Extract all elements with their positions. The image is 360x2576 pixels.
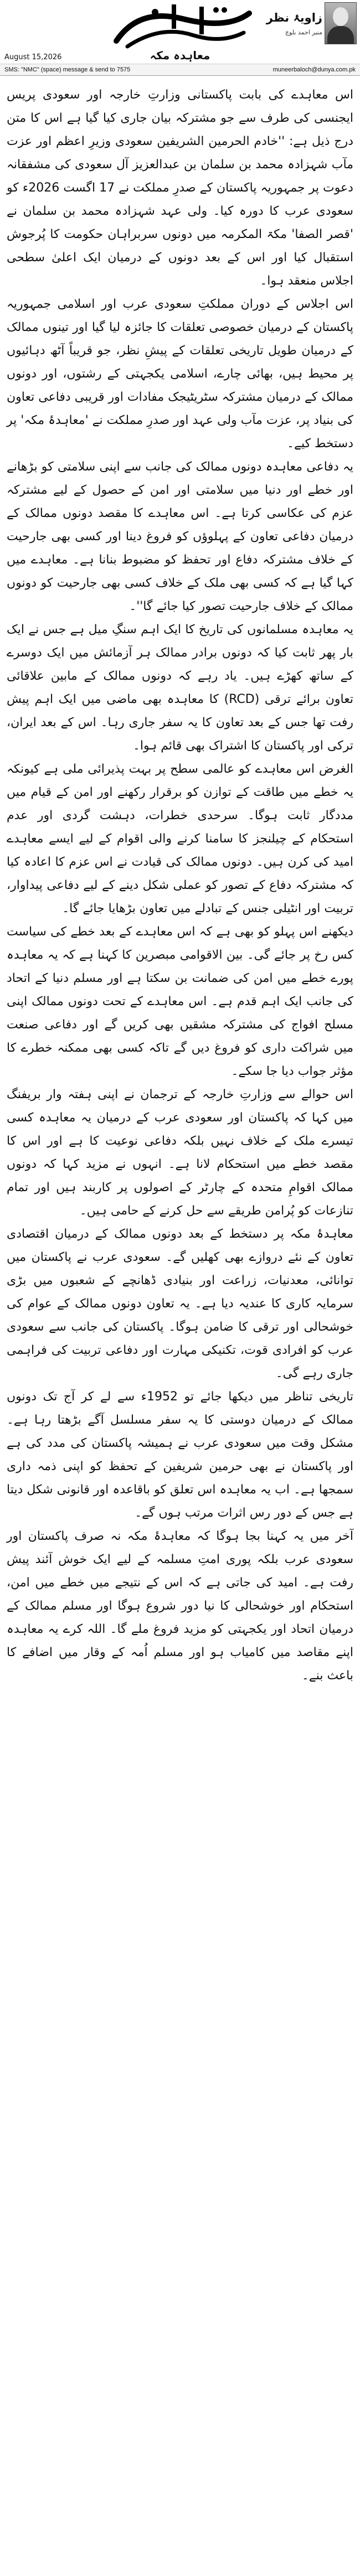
- article-paragraph: اس اجلاس کے دوران مملکتِ سعودی عرب اور اسلامی جمہوریہ پاکستان کے درمیان خصوصی تعلقات کا جائزہ لیا گیا اور تینوں ممالک کے درمیان طویل تاریخی تعلقات کے پیشِ نظر، جو قریباً آٹھ دہائیوں پر محیط ہیں، بھائی چارے، اسلامی یکجہتی کے رشتوں، اور دونوں ممالک کے درمیان مشترکہ سٹریٹیجک مفادات اور قریبی دفاعی تعاون کی بنیاد پر، عزت مآب ولی عہد اور صدرِ مملکت نے 'معاہدۂ مکہ' پر دستخط کیے۔: [7, 297, 353, 451]
- author-name: منیر احمد بلوچ: [285, 29, 322, 36]
- article-paragraph: دیکھنے اس پہلو کو بھی ہے کہ اس معاہدے کے بعد خطے کی سیاست کس رخ پر جائے گی۔ بین الاقوامی مبصرین کا کہنا ہے کہ یہ معاہدہ پورے خطے میں امن کی ضمانت بن سکتا ہے اور مسلم دنیا کے اتحاد کی جانب ایک اہم قدم ہے۔ اس معاہدے کے تحت دونوں ممالک اپنی مسلح افواج کی مشترکہ مشقیں بھی کریں گے اور دفاعی صنعت میں شراکت داری کو فروغ دیں گے تاکہ کسی بھی ممکنہ خطرے کا مؤثر جواب دیا جا سکے۔: [7, 925, 353, 1078]
- article-body: [0, 76, 360, 1688]
- author-email[interactable]: muneerbaloch@dunya.com.pk: [272, 66, 356, 73]
- article-paragraph: اس معاہدے کی بابت پاکستانی وزارتِ خارجہ اور سعودی پریس ایجنسی کی طرف سے جو مشترکہ بیان جاری کیا گیا ہے اس کا متن درج ذیل ہے: ''خادم الحرمین الشریفین سعودی وزیرِ اعظم اور عزت مآب شہزادہ محمد بن سلمان بن عبدالعزیز آل سعودی کی مشفقانہ دعوت پر جمہوریہ پاکستان کے صدرِ مملکت نے 17 اگست 2026ء کو سعودی عرب کا دورہ کیا۔ ولی عہد شہزادہ محمد بن سلمان نے 'قصر الصفا' مکۃ المکرمہ میں دونوں سربراہان حکومت کا پُرجوش استقبال کیا اور اس کے بعد دونوں کے درمیان ایک اعلیٰ سطحی اجلاس منعقد ہوا۔: [7, 88, 353, 288]
- article-paragraph: تاریخی تناظر میں دیکھا جائے تو 1952ء سے لے کر آج تک دونوں ممالک کے درمیان دوستی کا یہ سفر مسلسل آگے بڑھتا رہا ہے۔ مشکل وقت میں سعودی عرب نے ہمیشہ پاکستان کی مدد کی ہے اور پاکستان نے بھی حرمین شریفین کے تحفظ کو اپنی ذمہ داری سمجھا ہے۔ اب یہ معاہدہ اس تعلق کو باقاعدہ اور قانونی شکل دیتا ہے جس کے دور رس اثرات مرتب ہوں گے۔: [7, 1390, 354, 1520]
- column-title: معاہدہ مکہ: [150, 49, 210, 62]
- article-paragraph: الغرض اس معاہدے کو عالمی سطح پر بہت پذیرائی ملی ہے کیونکہ یہ خطے میں طاقت کے توازن کو برقرار رکھنے اور امن کے قیام میں مددگار ثابت ہوگا۔ سرحدی خطرات، دہشت گردی اور عدم استحکام کے چیلنجز کا سامنا کرنے والی اقوام کے لیے ایسے معاہدے امید کی کرن ہیں۔ دونوں ممالک کی قیادت نے اس عزم کا اعادہ کیا کہ مشترکہ دفاع کے تصور کو عملی شکل دینے کے لیے دفاعی پیداوار، تربیت اور انٹیلی جنس کے تبادلے میں تعاون بڑھایا جائے گا۔: [7, 762, 353, 915]
- article-paragraph: یہ دفاعی معاہدہ دونوں ممالک کی جانب سے اپنی سلامتی کو بڑھانے اور خطے اور دنیا میں سلامتی اور امن کے حصول کے لیے مشترکہ عزم کی عکاسی کرتا ہے۔ اس معاہدے کا مقصد دونوں ممالک کے درمیان دفاعی تعاون کے پہلوؤں کو فروغ دینا اور کسی بھی جارحیت کے خلاف مشترکہ دفاع اور تحفظ کو مضبوط بنانا ہے۔ معاہدے میں کہا گیا ہے کہ کسی بھی ملک کے خلاف کسی بھی جارحیت کو دونوں ممالک کے خلاف جارحیت تصور کیا جائے گا''۔: [7, 460, 353, 613]
- article-paragraph: یہ معاہدہ مسلمانوں کی تاریخ کا ایک اہم سنگِ میل ہے جس نے ایک بار پھر ثابت کیا کہ دونوں برادر ممالک ہر آزمائش میں ایک دوسرے کے ساتھ کھڑے ہیں۔ یاد رہے کہ دونوں ممالک کے مابین علاقائی تعاون برائے ترقی (RCD) کا معاہدہ بھی ماضی میں ایک اہم پیش رفت تھا جس کے بعد تعاون کا یہ سفر جاری رہا۔ اس کے بعد ایران، ترکی اور پاکستان کا اشتراک بھی قائم ہوا۔: [7, 623, 353, 753]
- article-paragraph: آخر میں یہ کہنا بجا ہوگا کہ معاہدۂ مکہ نہ صرف پاکستان اور سعودی عرب بلکہ پوری امتِ مسلمہ کے لیے ایک خوش آئند پیش رفت ہے۔ امید کی جاتی ہے کہ اس کے نتیجے میں خطے میں امن، استحکام اور خوشحالی کا نیا دور شروع ہوگا اور مسلم ممالک کے درمیان اتحاد اور یکجہتی کو مزید فروغ ملے گا۔ اللہ کرے یہ معاہدہ اپنے مقاصد میں کامیاب ہو اور مسلم اُمہ کے وقار میں اضافے کا باعث بنے۔: [7, 1529, 353, 1683]
- sms-instruction: SMS: "NMC" (space) message & send to 7575: [4, 66, 131, 73]
- newspaper-logo: [105, 2, 260, 55]
- author-block: [263, 2, 357, 52]
- article-paragraph: معاہدۂ مکہ پر دستخط کے بعد دونوں ممالک کے درمیان اقتصادی تعاون کے نئے دروازے بھی کھلیں گے۔ سعودی عرب نے پاکستان میں توانائی، معدنیات، زراعت اور بنیادی ڈھانچے کے شعبوں میں بڑی سرمایہ کاری کا عندیہ دیا ہے۔ یہ تعاون دونوں ممالک کے عوام کی خوشحالی اور ترقی کا ضامن ہوگا۔ پاکستان کی جانب سے سعودی عرب کو افرادی قوت، تکنیکی مہارت اور دفاعی تربیت کی فراہمی جاری رہے گی۔: [7, 1227, 353, 1380]
- column-name: زاویۂ نظر: [266, 11, 322, 24]
- author-photo: [325, 2, 357, 44]
- contact-bar: [0, 64, 360, 76]
- masthead: [0, 0, 360, 64]
- article-paragraph: اس حوالے سے وزارتِ خارجہ کے ترجمان نے اپنی ہفتہ وار بریفنگ میں کہا کہ پاکستان اور سعودی عرب کے درمیان یہ معاہدہ کسی تیسرے ملک کے خلاف نہیں بلکہ دفاعی نوعیت کا ہے اور اس کا مقصد خطے میں استحکام لانا ہے۔ انہوں نے مزید کہا کہ دونوں ممالک اقوامِ متحدہ کے چارٹر کے اصولوں پر کاربند ہیں اور تمام تنازعات کو پُرامن طریقے سے حل کرنے کے حامی ہیں۔: [7, 1088, 353, 1218]
- publish-date: August 15,2026: [4, 53, 62, 61]
